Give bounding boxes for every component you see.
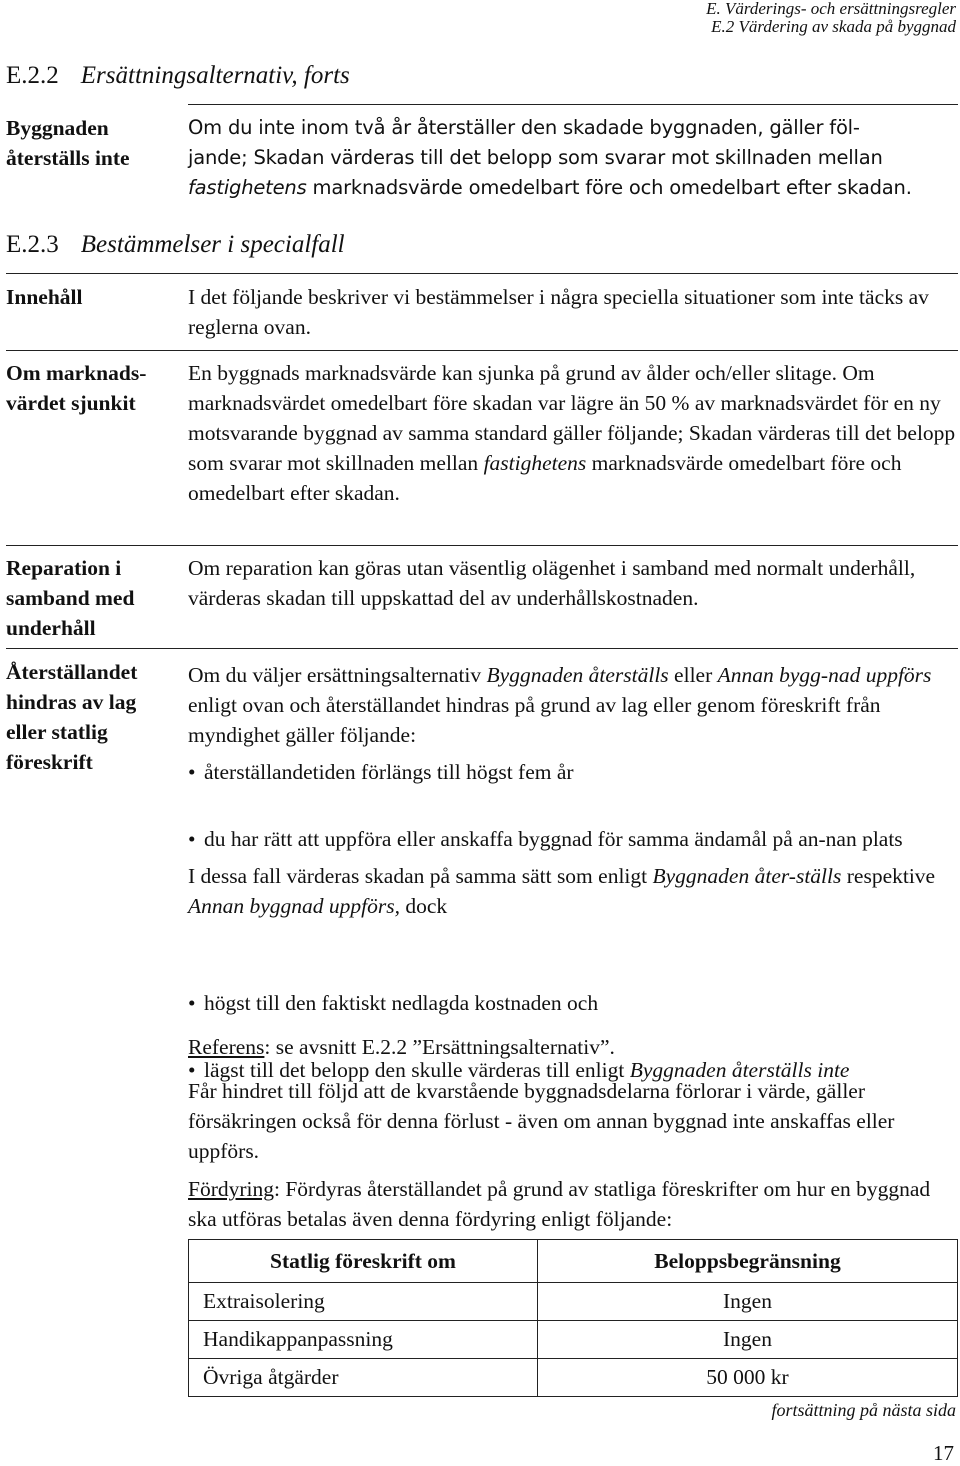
reference-line: Referens: se avsnitt E.2.2 ”Ersättningsalternativ”. [188, 1035, 615, 1059]
list-item: • lägst till det belopp den skulle värderas till enligt Byggnaden återställs inte [188, 1055, 958, 1085]
side-label-innehall: Innehåll [6, 285, 83, 309]
table-cell: Handikappanpassning [189, 1321, 538, 1359]
paragraph-hindret: Får hindret till följd att de kvarstående byggnadsdelarna förlorar i värde, gäller försäkringen också för denna förlust - även om annan byggnad inte anskaffas eller uppförs. [188, 1079, 895, 1163]
side-label-byggnaden: Byggnaden återställs inte [6, 116, 130, 170]
bullet-icon: • [188, 1058, 196, 1082]
paragraph-reparation: Om reparation kan göras utan väsentlig olägenhet i samband med normalt underhåll, värderas skadan till uppskattad del av underhållskostnaden. [188, 556, 916, 610]
table-cell: Extraisolering [189, 1283, 538, 1321]
header-section: E.2 Värdering av skada på byggnad [711, 17, 956, 36]
side-label-aterstallandet: Återställandet hindras av lag eller statlig föreskrift [6, 660, 138, 774]
list-item: • du har rätt att uppföra eller anskaffa byggnad för samma ändamål på an-nan plats [188, 824, 958, 854]
table-row [189, 1321, 958, 1359]
continued-note: fortsättning på nästa sida [771, 1400, 956, 1420]
table-row [189, 1283, 958, 1321]
divider [188, 104, 958, 105]
side-label-reparation: Reparation i samband med underhåll [6, 556, 135, 640]
paragraph-byggnaden-aterstalls-inte: Om du inte inom två år återställer den skadade byggnaden, gäller föl- jande; Skadan värderas till det belopp som svarar mot skillnaden mellan fastighetens marknadsvärde omedelbart före och omedelbart efter skadan. [188, 116, 912, 199]
bullet-icon: • [188, 760, 196, 784]
fordyring-label: Fördyring [188, 1177, 274, 1201]
page-number: 17 [933, 1441, 954, 1465]
divider [6, 273, 958, 274]
paragraph-innehall: I det följande beskriver vi bestämmelser i några speciella situationer som inte täcks av reglerna ovan. [188, 285, 929, 339]
table-header-cell: Beloppsbegränsning [538, 1240, 958, 1283]
paragraph-marknadsvarde: En byggnads marknadsvärde kan sjunka på grund av ålder och/eller slitage. Om marknadsvärdet omedelbart före skadan var lägre än 50 % av marknadsvärdet för en ny motsvarande byggnad av samma standard gäller följande; Skadan värderas till det belopp som svarar mot skillnaden mellan fastighetens marknadsvärde omedelbart före och omedelbart efter skadan. [188, 361, 956, 505]
table-header-row [189, 1240, 958, 1283]
fordyring-table [188, 1239, 958, 1397]
bullet-icon: • [188, 827, 196, 851]
running-header [706, 0, 956, 36]
section-number: E.2.3 [6, 231, 59, 258]
table-row [189, 1359, 958, 1397]
list-item: • återställandetiden förlängs till högst fem år [188, 757, 960, 787]
divider [6, 545, 958, 546]
list-item: • högst till den faktiskt nedlagda kostnaden och [188, 988, 960, 1018]
table-cell: Övriga åtgärder [189, 1359, 538, 1397]
divider [6, 648, 958, 649]
table-cell: Ingen [538, 1283, 958, 1321]
paragraph-aterstallandet-intro: Om du väljer ersättningsalternativ Byggnaden återställs eller Annan bygg-nad uppförs enligt ovan och återställandet hindras på grund av lag eller genom föreskrift från myndighet gäller följande: [188, 663, 932, 747]
section-title: Ersättningsalternativ, forts [80, 62, 350, 89]
section-title: Bestämmelser i specialfall [80, 231, 345, 258]
paragraph-fordyring: Fördyring: Fördyras återställandet på grund av statliga föreskrifter om hur en byggnad ska utföras betalas även denna fördyring enligt följande: [188, 1177, 931, 1231]
divider [6, 350, 958, 351]
bullet-icon: • [188, 991, 196, 1015]
table-cell: 50 000 kr [538, 1359, 958, 1397]
section-heading-e22 [6, 62, 350, 90]
table-cell: Ingen [538, 1321, 958, 1359]
table-header-cell: Statlig föreskrift om [189, 1240, 538, 1283]
header-chapter: E. Värderings- och ersättningsregler [706, 0, 956, 18]
section-number: E.2.2 [6, 62, 59, 89]
side-label-marknadsvarde: Om marknads- värdet sjunkit [6, 361, 147, 415]
section-heading-e23 [6, 231, 345, 259]
reference-label: Referens [188, 1035, 265, 1059]
paragraph-aterstallandet-mid: I dessa fall värderas skadan på samma sätt som enligt Byggnaden åter-ställs respektive Annan byggnad uppförs, dock [188, 864, 936, 918]
